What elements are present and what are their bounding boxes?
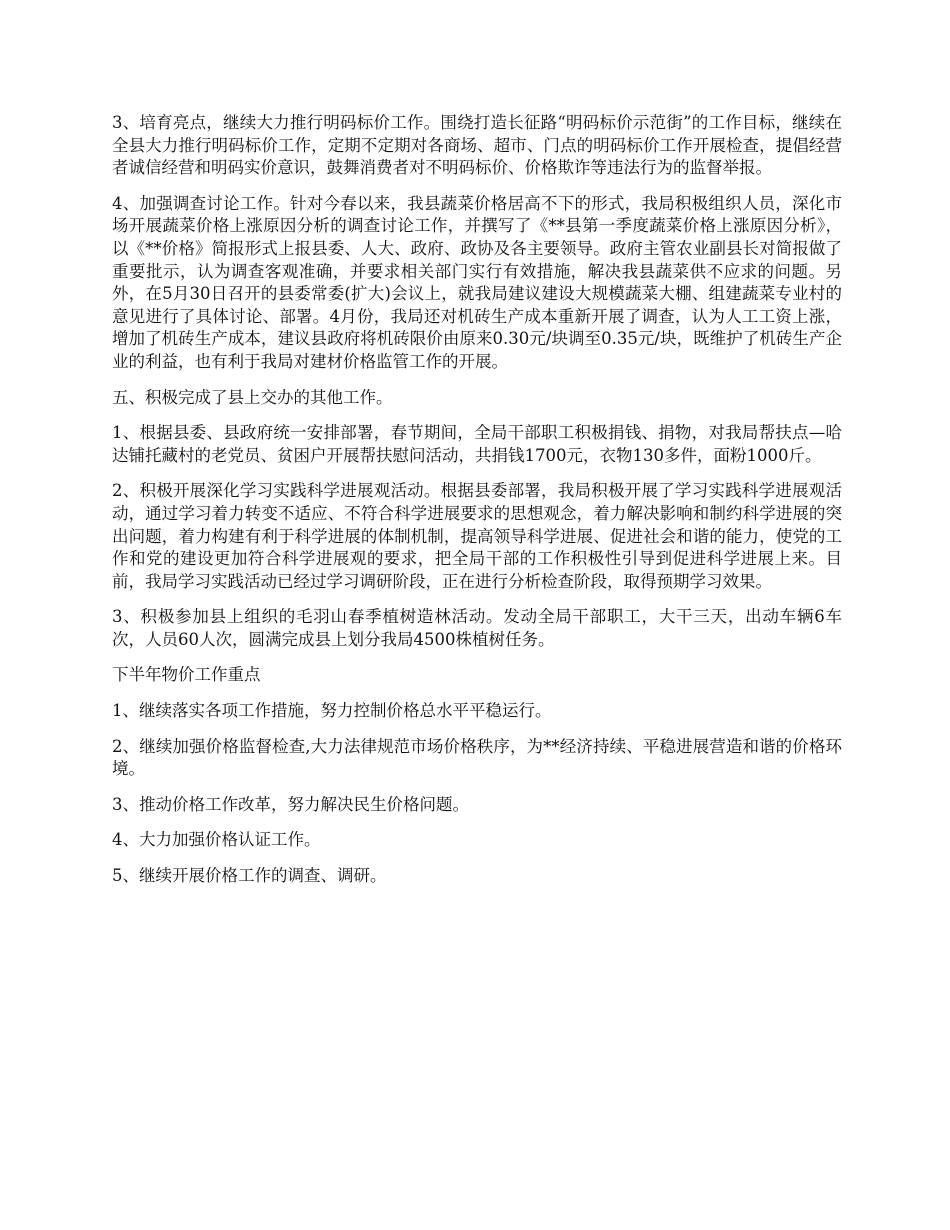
priority-item-1: 1、继续落实各项工作措施，努力控制价格总水平平稳运行。 (112, 701, 552, 721)
section-heading-second-half-priorities: 下半年物价工作重点 (112, 665, 261, 685)
paragraph-tree-planting: 3、积极参加县上组织的毛羽山春季植树造林活动。发动全局干部职工，大干三天，出动车辆6车次，人员60人次，圆满完成县上划分我局4500株植树任务。 (112, 607, 842, 649)
section-heading-other-tasks: 五、积极完成了县上交办的其他工作。 (112, 387, 393, 407)
paragraph-strengthen-research: 4、加强调查讨论工作。针对今春以来，我县蔬菜价格居高不下的形式，我局积极组织人员，深化市场开展蔬菜价格上涨原因分析的调查讨论工作，并撰写了《**县第一季度蔬菜价格上涨原因分析》，以《**价格》简报形式上报县委、人大、政府、政协及各主要领导。政府主管农业副县长对简报做了重要批示，认为调查客观准确，并要求相关部门实行有效措施，解决我县蔬菜供不应求的问题。另外，在5月30日召开的县委常委(扩大)会议上，就我局建议建设大规模蔬菜大棚、组建蔬菜专业村的意见进行了具体讨论、部署。4月份，我局还对机砖生产成本重新开展了调查，认为人工工资上涨，增加了机砖生产成本，建议县政府将机砖限价由原来0.30元/块调至0.35元/块，既维护了机砖生产企业的利益，也有利于我局对建材价格监管工作的开展。 (112, 193, 842, 371)
priority-item-2: 2、继续加强价格监督检查,大力法律规范市场价格秩序，为**经济持续、平稳进展营造和谐的价格环境。 (112, 736, 842, 779)
priority-item-5: 5、继续开展价格工作的调查、调研。 (112, 866, 387, 886)
paragraph-spring-festival-aid: 1、根据县委、县政府统一安排部署，春节期间，全局干部职工积极捐钱、捐物，对我局帮扶点—哈达铺托藏村的老党员、贫困户开展帮扶慰问活动，共捐钱1700元，衣物130多件，面粉1000斤。 (112, 423, 842, 465)
paragraph-scientific-development-study: 2、积极开展深化学习实践科学进展观活动。根据县委部署，我局积极开展了学习实践科学进展观活动，通过学习着力转变不适应、不符合科学进展要求的思想观念，着力解决影响和制约科学进展的突出问题，着力构建有利于科学进展的体制机制，提高领导科学进展、促进社会和谐的能力，使党的工作和党的建设更加符合科学进展观的要求，把全局干部的工作积极性引导到促进科学进展上来。目前，我局学习实践活动已经过学习调研阶段，正在进行分析检查阶段，取得预期学习效果。 (112, 481, 842, 591)
document-body (112, 112, 842, 901)
priority-item-4: 4、大力加强价格认证工作。 (112, 830, 321, 850)
paragraph-promote-price-tagging: 3、培育亮点，继续大力推行明码标价工作。围绕打造长征路“明码标价示范街”的工作目标，继续在全县大力推行明码标价工作，定期不定期对各商场、超市、门点的明码标价工作开展检查，提倡经营者诚信经营和明码实价意识，鼓舞消费者对不明码标价、价格欺诈等违法行为的监督举报。 (112, 113, 842, 178)
priority-item-3: 3、推动价格工作改革，努力解决民生价格问题。 (112, 794, 469, 814)
